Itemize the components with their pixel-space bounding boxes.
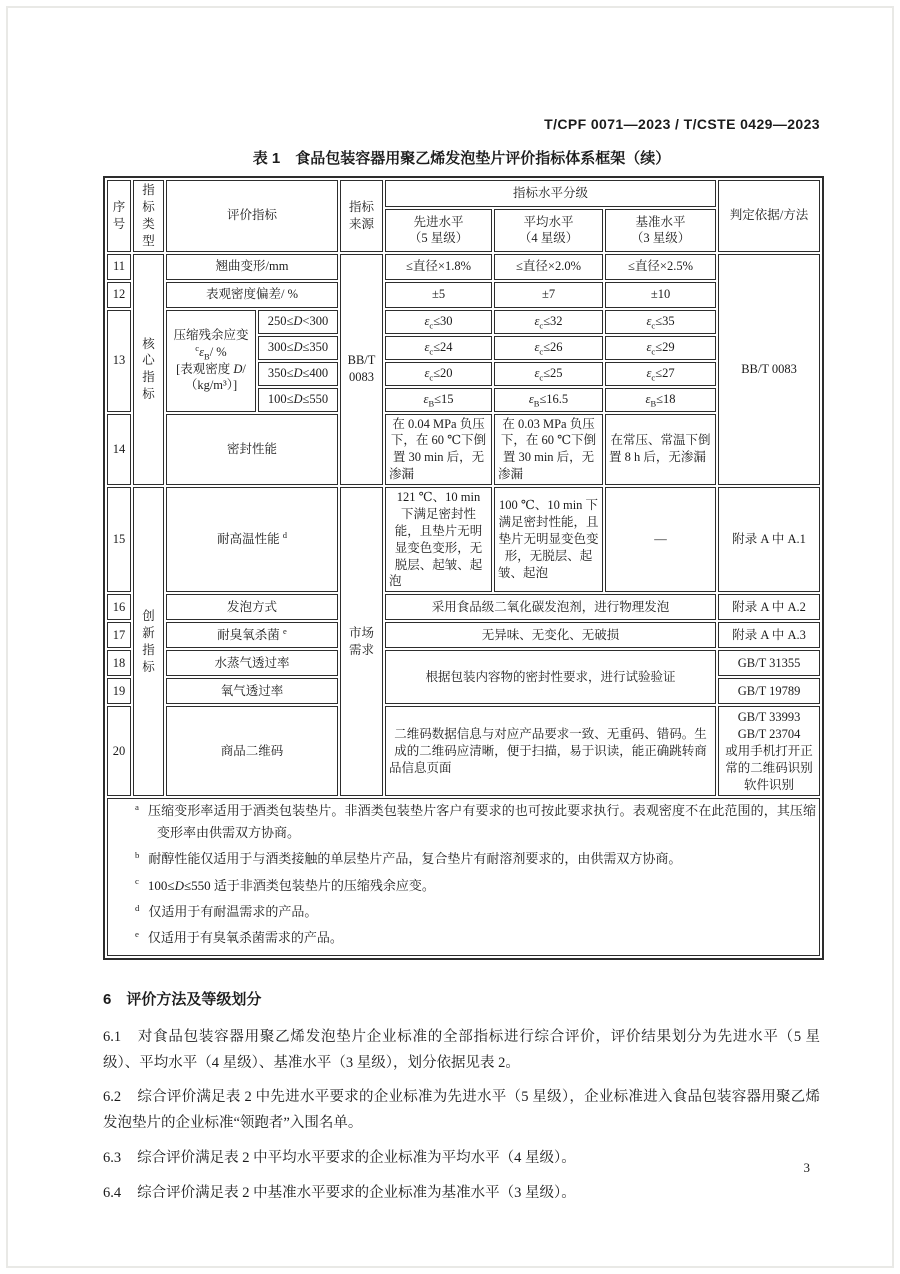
evaluation-indicator-table bbox=[103, 176, 824, 960]
r13-baseline-3: $\varepsilon_B\le 18$ bbox=[605, 388, 716, 412]
r16-no: 16 bbox=[107, 594, 131, 620]
r13-range-3: 100≤D≤550 bbox=[258, 388, 338, 412]
table-title: 表 1 食品包装容器用聚乙烯发泡垫片评价指标体系框架（续） bbox=[252, 150, 671, 167]
r16-requirement: 采用食品级二氧化碳发泡剂，进行物理发泡 bbox=[385, 594, 716, 620]
r11-average: ≤直径×2.0% bbox=[494, 254, 603, 280]
clause-6-2-text: 综合评价满足表 2 中先进水平要求的企业标准为先进水平（5 星级），企业标准进入食品包装容器用聚乙烯发泡垫片的企业标准“领跑者”入围名单。 bbox=[103, 1089, 820, 1132]
col-header-seq: 序 号 bbox=[107, 180, 131, 252]
r17-basis: 附录 A 中 A.3 bbox=[718, 622, 820, 648]
clause-6-3-text: 综合评价满足表 2 中平均水平要求的企业标准为平均水平（4 星级）。 bbox=[137, 1150, 576, 1167]
col-header-indicator: 评价指标 bbox=[166, 180, 338, 252]
clause-6-1 bbox=[103, 1025, 820, 1077]
r13-average-3: $\varepsilon_B\le 16.5$ bbox=[494, 388, 603, 412]
group-core-source: BB/T 0083 bbox=[340, 254, 383, 486]
footnote-a-text: 压缩变形率适用于酒类包装垫片。非酒类包装垫片客户有要求的也可按此要求执行。表观密度不在此范围的，其压缩变形率由供需双方协商。 bbox=[147, 803, 817, 840]
section-6-heading: 6 评价方法及等级划分 bbox=[103, 990, 262, 1008]
clause-6-2 bbox=[103, 1085, 820, 1137]
clause-6-3 bbox=[103, 1146, 820, 1172]
group-innovation-type: 创新 指标 bbox=[133, 487, 164, 796]
footnote-d bbox=[111, 901, 816, 922]
group-core-basis: BB/T 0083 bbox=[718, 254, 820, 486]
r18-basis: GB/T 31355 bbox=[718, 650, 820, 676]
r17-no: 17 bbox=[107, 622, 131, 648]
r20-basis: GB/T 33993 GB/T 23704 或用手机打开正常的二维码识别软件识别 bbox=[718, 706, 820, 796]
r13-indicator: 压缩残余应变 $^c\varepsilon_B/$ % [表观密度 D/ （kg/m³）] bbox=[166, 310, 256, 412]
col-header-grading: 指标水平分级 bbox=[385, 180, 716, 207]
r14-advanced: 在 0.04 MPa 负压下，在 60 ℃下倒置 30 min 后，无渗漏 bbox=[385, 414, 492, 486]
col-header-advanced: 先进水平 （5 星级） bbox=[385, 209, 492, 251]
col-header-source: 指标 来源 bbox=[340, 180, 383, 252]
footnote-b-marker: b bbox=[135, 849, 140, 860]
r18-r19-requirement: 根据包装内容物的密封性要求，进行试验验证 bbox=[385, 650, 716, 704]
footnote-e bbox=[111, 927, 816, 948]
footnote-d-marker: d bbox=[135, 902, 140, 913]
r18-indicator: 水蒸气透过率 bbox=[166, 650, 338, 676]
r16-indicator: 发泡方式 bbox=[166, 594, 338, 620]
r11-indicator: 翘曲变形/mm bbox=[166, 254, 338, 280]
r15-basis: 附录 A 中 A.1 bbox=[718, 487, 820, 592]
footnote-d-text: 仅适用于有耐温需求的产品。 bbox=[148, 904, 318, 919]
r16-basis: 附录 A 中 A.2 bbox=[718, 594, 820, 620]
r20-requirement: 二维码数据信息与对应产品要求一致、无重码、错码。生成的二维码应清晰，便于扫描，易于识读，能正确跳转商品信息页面 bbox=[385, 706, 716, 796]
clause-6-4 bbox=[103, 1181, 820, 1207]
r13-baseline-2: $\varepsilon_c\le 27$ bbox=[605, 362, 716, 386]
footnote-e-marker: e bbox=[135, 929, 139, 940]
r14-average: 在 0.03 MPa 负压下，在 60 ℃下倒置 30 min 后，无渗漏 bbox=[494, 414, 603, 486]
r19-basis: GB/T 19789 bbox=[718, 678, 820, 704]
footnote-c-marker: c bbox=[135, 876, 139, 887]
clause-6-4-text: 综合评价满足表 2 中基准水平要求的企业标准为基准水平（3 星级）。 bbox=[137, 1184, 576, 1201]
r15-average: 100 ℃、10 min 下满足密封性能，且垫片无明显变色变形，无脱层、起皱、起泡 bbox=[494, 487, 603, 592]
r12-indicator: 表观密度偏差/ % bbox=[166, 282, 338, 308]
r15-indicator: 耐高温性能 $^d$ bbox=[166, 487, 338, 592]
r13-baseline-0: $\varepsilon_c\le 35$ bbox=[605, 310, 716, 334]
r13-range-1: 300≤D≤350 bbox=[258, 336, 338, 360]
r14-no: 14 bbox=[107, 414, 131, 486]
r20-no: 20 bbox=[107, 706, 131, 796]
r14-baseline: 在常压、常温下倒置 8 h 后，无渗漏 bbox=[605, 414, 716, 486]
group-core-type: 核心 指标 bbox=[133, 254, 164, 486]
r14-indicator: 密封性能 bbox=[166, 414, 338, 486]
col-header-basis: 判定依据/方法 bbox=[718, 180, 820, 252]
r11-no: 11 bbox=[107, 254, 131, 280]
r12-average: ±7 bbox=[494, 282, 603, 308]
r13-average-0: $\varepsilon_c\le 32$ bbox=[494, 310, 603, 334]
r13-average-2: $\varepsilon_c\le 25$ bbox=[494, 362, 603, 386]
r15-baseline: — bbox=[605, 487, 716, 592]
clause-6-2-number: 6.2 bbox=[103, 1089, 122, 1106]
r15-advanced: 121 ℃、10 min 下满足密封性能，且垫片无明显变色变形，无脱层、起皱、起泡 bbox=[385, 487, 492, 592]
group-innovation-source: 市场 需求 bbox=[340, 487, 383, 796]
table-footnotes bbox=[107, 798, 820, 956]
r13-advanced-0: $\varepsilon_c\le 30$ bbox=[385, 310, 492, 334]
r11-advanced: ≤直径×1.8% bbox=[385, 254, 492, 280]
r19-indicator: 氧气透过率 bbox=[166, 678, 338, 704]
footnote-c bbox=[111, 875, 816, 896]
r13-advanced-1: $\varepsilon_c\le 24$ bbox=[385, 336, 492, 360]
r19-no: 19 bbox=[107, 678, 131, 704]
r12-baseline: ±10 bbox=[605, 282, 716, 308]
r13-advanced-3: $\varepsilon_B\le 15$ bbox=[385, 388, 492, 412]
r12-advanced: ±5 bbox=[385, 282, 492, 308]
footnote-e-text: 仅适用于有臭氧杀菌需求的产品。 bbox=[147, 930, 343, 946]
col-header-baseline: 基准水平 （3 星级） bbox=[605, 209, 716, 251]
r13-baseline-1: $\varepsilon_c\le 29$ bbox=[605, 336, 716, 360]
r13-no: 13 bbox=[107, 310, 131, 412]
r20-indicator: 商品二维码 bbox=[166, 706, 338, 796]
r13-range-0: 250≤D<300 bbox=[258, 310, 338, 334]
r13-range-2: 350≤D≤400 bbox=[258, 362, 338, 386]
clause-6-1-text: 对食品包装容器用聚乙烯发泡垫片企业标准的全部指标进行综合评价，评价结果划分为先进水平（5 星级）、平均水平（4 星级）、基准水平（3 星级），划分依据见表 2。 bbox=[103, 1028, 820, 1071]
footnote-b-text: 耐醇性能仅适用于与酒类接触的单层垫片产品，复合垫片有耐溶剂要求的，由供需双方协商。 bbox=[148, 851, 682, 867]
footnote-b bbox=[111, 848, 816, 869]
clause-6-3-number: 6.3 bbox=[103, 1150, 122, 1167]
col-header-average: 平均水平 （4 星级） bbox=[494, 209, 603, 251]
page-number: 3 bbox=[803, 1160, 810, 1175]
r15-no: 15 bbox=[107, 487, 131, 592]
r17-requirement: 无异味、无变化、无破损 bbox=[385, 622, 716, 648]
r17-indicator: 耐臭氧杀菌 $^e$ bbox=[166, 622, 338, 648]
footnote-a bbox=[111, 800, 816, 843]
r13-advanced-2: $\varepsilon_c\le 20$ bbox=[385, 362, 492, 386]
r13-average-1: $\varepsilon_c\le 26$ bbox=[494, 336, 603, 360]
col-header-type: 指标 类型 bbox=[133, 180, 164, 252]
clause-6-1-number: 6.1 bbox=[103, 1028, 122, 1045]
standard-number-header: T/CPF 0071—2023 / T/CSTE 0429—2023 bbox=[544, 116, 820, 132]
r12-no: 12 bbox=[107, 282, 131, 308]
footnote-a-marker: a bbox=[135, 801, 139, 812]
r18-no: 18 bbox=[107, 650, 131, 676]
clause-6-4-number: 6.4 bbox=[103, 1184, 122, 1201]
footnote-c-text: 100≤D≤550 适于非酒类包装垫片的压缩残余应变。 bbox=[147, 877, 435, 893]
r11-baseline: ≤直径×2.5% bbox=[605, 254, 716, 280]
